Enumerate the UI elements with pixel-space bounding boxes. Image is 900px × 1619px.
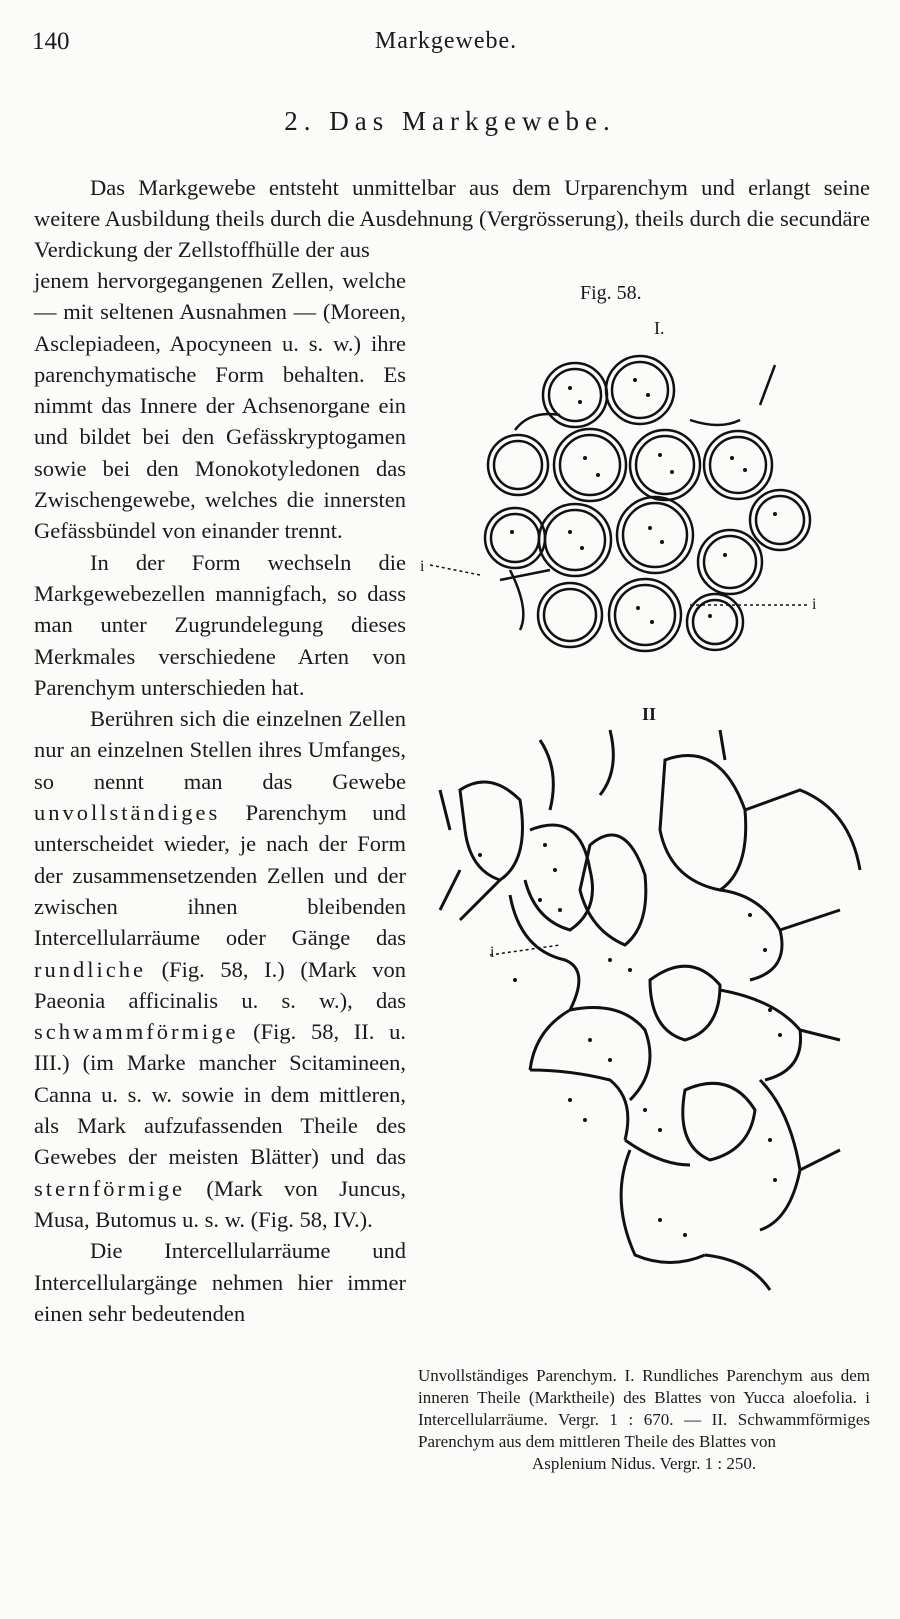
figure-part-I-label: I.: [654, 318, 665, 338]
marker-i-part-II: i: [490, 944, 495, 961]
term-schwammfoermige: schwammförmige: [34, 1019, 239, 1045]
section-title: 2. Das Markgewebe.: [284, 106, 616, 136]
marker-i-right: i: [812, 596, 817, 613]
page-number: 140: [32, 28, 70, 55]
figure-label: Fig. 58.: [580, 282, 642, 304]
left-column: [34, 265, 406, 1329]
figure-58: [420, 270, 880, 1360]
marker-i-left: i: [420, 558, 425, 575]
figure-caption: Unvollständiges Parenchym. I. Rundliches Parenchym aus dem inneren Theile (Marktheile) des Blattes von Yucca aloefolia. i Intercellularräume. Vergr. 1 : 670. — II. Schwammförmiges Parenchym aus dem mittleren Theile des Blattes von Asplenium Nidus. Vergr. 1 : 250.: [418, 1366, 870, 1473]
term-unvollstaendiges: unvollständiges: [34, 800, 221, 826]
rounded-parenchyma-drawing: [430, 356, 810, 651]
paragraph-parenchyma-types: Berühren sich die einzelnen Zellen nur an einzelnen Stellen ihres Umfanges, so nennt man das Gewebe unvollständiges Parenchym und unterscheidet wieder, je nach der Form der zusammensetzenden Zellen und der zwischen ihnen bleibenden Intercellularräume oder Gänge das rundliche (Fig. 58, I.) (Mark von Paeonia afficinalis u. s. w.), das schwammförmige (Fig. 58, II. u. III.) (im Marke mancher Scitamineen, Canna u. s. w. sowie in dem mittleren, als Mark aufzufassenden Theile des Gewebes der meisten Blätter) und das sternförmige (Mark von Juncus, Musa, Butomus u. s. w. (Fig. 58, IV.).: [34, 706, 406, 1232]
term-sternfoermige: sternförmige: [34, 1175, 185, 1201]
paragraph-forms: In der Form wechseln die Markgewebezellen mannigfach, so dass man unter Zugrundelegung dieses Merkmales verschiedene Arten von Parenchym unterschieden hat.: [34, 549, 406, 700]
figure-illustration: [420, 270, 880, 1360]
running-head: Markgewebe.: [374, 28, 518, 54]
figure-part-II-label: II: [642, 704, 657, 724]
page-header: [32, 28, 860, 68]
spongy-parenchyma-drawing: [440, 730, 860, 1290]
paragraph-intercellular: Die Intercellularräume und Intercellulargänge nehmen hier immer einen sehr bedeutenden: [34, 1238, 406, 1326]
paragraph-intro: Das Markgewebe entsteht unmittelbar aus dem Urparenchym und erlangt seine weitere Ausbildung theils durch die Ausdehnung (Vergrösserung), theils durch die secundäre Verdickung der Zellstoffhülle der aus: [34, 175, 870, 262]
paragraph-intro-continued: jenem hervorgegangenen Zellen, welche — mit seltenen Ausnahmen — (Moreen, Asclepiadeen, Apocyneen u. s. w.) ihre parenchymatische Form behalten. Es nimmt das Innere der Achsenorgane ein und bildet bei den Gefässkryptogamen sowie bei den Monokotyledonen das Zwischengewebe, welches die innersten Gefässbündel von einander trennt.: [34, 268, 406, 544]
term-rundliche: rundliche: [34, 956, 146, 982]
